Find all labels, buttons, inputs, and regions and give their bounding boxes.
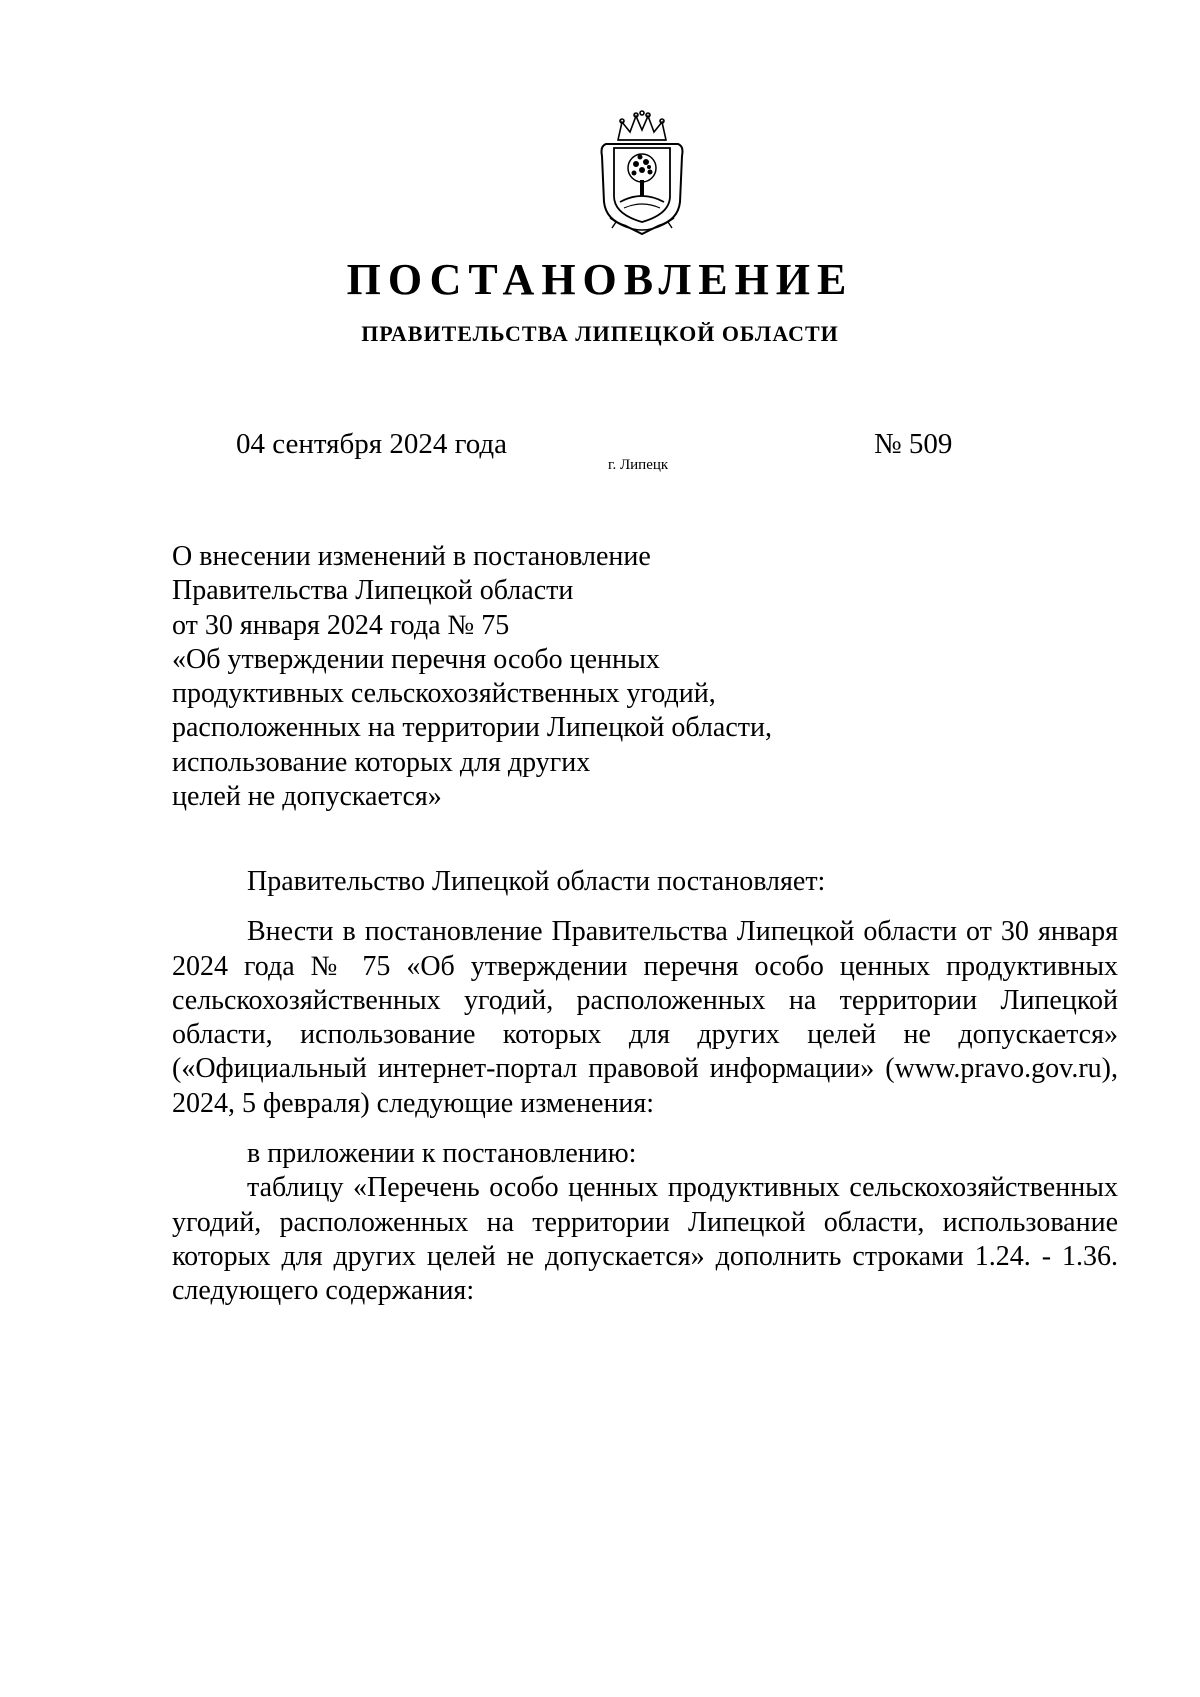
body-paragraph: Внести в постановление Правительства Липецкой области от 30 января 2024 года № 75 «Об утверждении перечня особо ценных продуктивных сельскохозяйственных угодий, расположенных на территории Липецкой области, использование которых для других целей не допускается» («Официальный интернет-портал правовой информации» (www.pravo.gov.ru), 2024, 5 февраля) следующие изменения:: [172, 916, 1118, 1119]
document-type-title: ПОСТАНОВЛЕНИЕ: [346, 255, 854, 304]
document-subject: [172, 540, 872, 814]
subject-line: продуктивных сельскохозяйственных угодий,: [172, 678, 716, 710]
subject-line: О внесении изменений в постановление: [172, 541, 651, 572]
subject-line: использование которых для других: [172, 746, 591, 778]
subject-line: расположенных на территории Липецкой области,: [172, 712, 772, 744]
subject-line: от 30 января 2024 года № 75: [172, 609, 510, 641]
document-number: № 509: [874, 428, 953, 460]
subject-line: Правительства Липецкой области: [172, 575, 574, 607]
document-body: [172, 865, 1118, 1309]
document-city: г. Липецк: [608, 457, 669, 473]
body-paragraph: таблицу «Перечень особо ценных продуктивных сельскохозяйственных угодий, расположенных на территории Липецкой области, использование которых для других целей не допускается» дополнить строками 1.24. - 1.36. следующего содержания:: [172, 1172, 1118, 1307]
subject-line: целей не допускается»: [172, 781, 442, 813]
document-date: 04 сентября 2024 года: [236, 428, 508, 460]
issuer-title: ПРАВИТЕЛЬСТВА ЛИПЕЦКОЙ ОБЛАСТИ: [361, 321, 839, 346]
body-paragraph: в приложении к постановлению:: [247, 1138, 637, 1170]
subject-line: «Об утверждении перечня особо ценных: [172, 643, 660, 675]
lipetsk-coat-of-arms-icon: [596, 110, 688, 240]
body-paragraph: Правительство Липецкой области постановляет:: [247, 866, 826, 897]
